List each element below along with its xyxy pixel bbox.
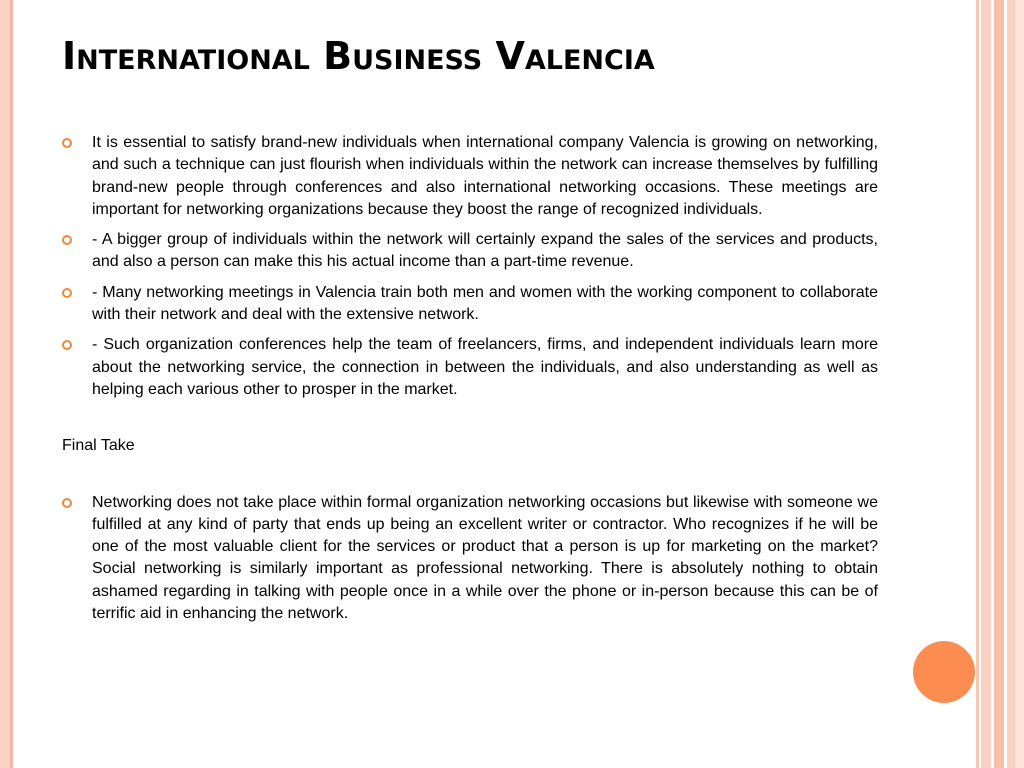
bullet-item: [62, 132, 878, 221]
ring-bullet-icon: [62, 138, 72, 148]
left-border-accent: [10, 0, 13, 768]
bullet-item: [62, 229, 878, 274]
bullet-text: - A bigger group of individuals within the network will certainly expand the sales of the services and products, and also a person can make this his actual income than a part-time revenue.: [92, 231, 878, 271]
subheading-final-take: Final Take: [62, 437, 135, 455]
bullet-item: [62, 282, 878, 327]
bullet-text: - Many networking meetings in Valencia train both men and women with the working component to collaborate with their network and deal with the extensive network.: [92, 283, 878, 324]
slide-content: [62, 132, 878, 633]
left-border-decoration: [0, 0, 10, 768]
bullet-text: It is essential to satisfy brand-new individuals when international company Valencia is growing on networking, and such a technique can just flourish when individuals within the network can increase themselves by fulfilling brand-new people through conferences and also international networking occasions. These meetings are important for networking organizations because they boost the range of recognized individuals.: [92, 134, 878, 218]
bullet-text: Networking does not take place within formal organization networking occasions but likewise with someone we fulfilled at any kind of party that ends up being an excellent writer or contractor. Who recognizes if he will be one of the most valuable client for the services or product that a person is up for marketing on the market? Social networking is similarly important as professional networking. There is absolutely nothing to obtain ashamed regarding in talking with people once in a while over the phone or in-person because this can be of terrific aid in enhancing the network.: [92, 493, 878, 623]
bullet-item: [62, 492, 878, 626]
ring-bullet-icon: [62, 288, 72, 298]
bullet-text: - Such organization conferences help the team of freelancers, firms, and independent individuals learn more about the networking service, the connection in between the individuals, and also understanding as well as helping each various other to prosper in the market.: [92, 336, 878, 398]
ring-bullet-icon: [62, 498, 72, 508]
decorative-circle: [913, 641, 975, 703]
ring-bullet-icon: [62, 340, 72, 350]
bullet-item: [62, 334, 878, 401]
ring-bullet-icon: [62, 235, 72, 245]
slide-title: International Business Valencia: [62, 34, 655, 78]
right-stripes-decoration: [976, 0, 1024, 768]
